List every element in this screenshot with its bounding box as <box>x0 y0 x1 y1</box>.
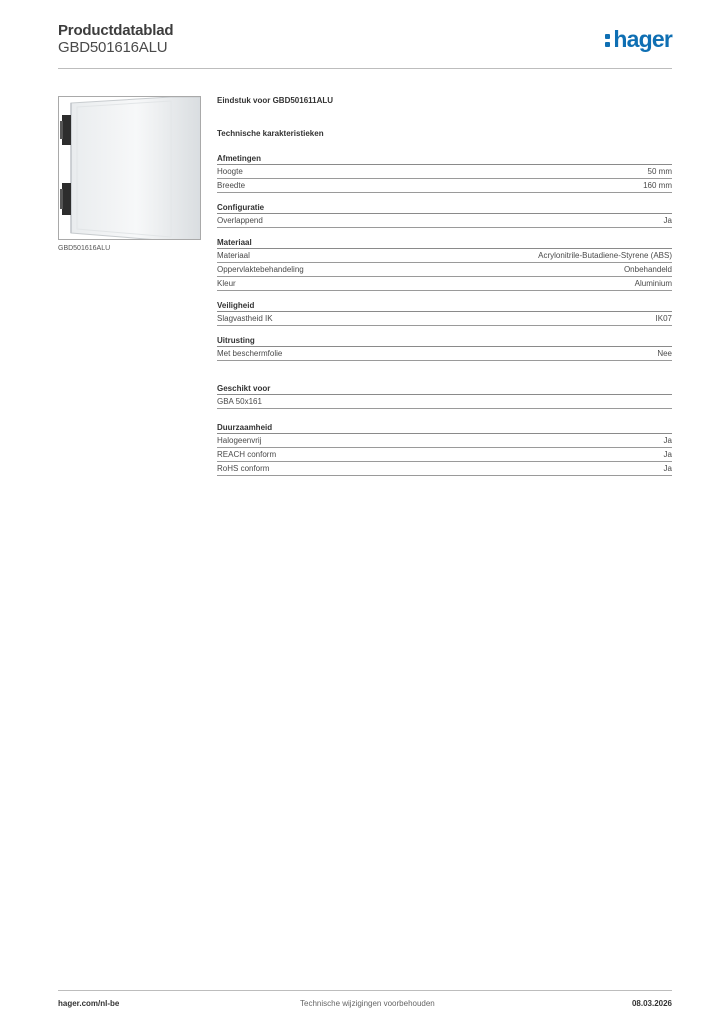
spec-label: Met beschermfolie <box>217 349 283 358</box>
spec-row <box>217 165 672 179</box>
spec-label: Breedte <box>217 181 246 190</box>
section-veiligheid <box>217 301 672 326</box>
spec-row <box>217 462 672 476</box>
spec-row <box>217 249 672 263</box>
section-title: Materiaal <box>217 238 672 249</box>
section-duurzaamheid <box>217 423 672 476</box>
section-afmetingen <box>217 154 672 193</box>
spec-row <box>217 434 672 448</box>
product-code: GBD501616ALU <box>58 39 168 56</box>
header-divider <box>58 68 672 69</box>
image-caption: GBD501616ALU <box>58 245 111 252</box>
spec-value: Ja <box>663 216 672 225</box>
spec-label: Halogeenvrij <box>217 436 262 445</box>
section-title: Afmetingen <box>217 154 672 165</box>
logo-dots-icon <box>605 32 611 48</box>
spec-label: Kleur <box>217 279 236 288</box>
end-cap-illustration <box>59 97 201 240</box>
section-title: Geschikt voor <box>217 384 672 395</box>
product-description: Eindstuk voor GBD501611ALU <box>217 96 334 105</box>
section-title: Veiligheid <box>217 301 672 312</box>
section-configuratie <box>217 203 672 228</box>
spec-row <box>217 214 672 228</box>
spec-row <box>217 277 672 291</box>
page-header <box>58 22 672 70</box>
section-title: Configuratie <box>217 203 672 214</box>
spec-row <box>217 179 672 193</box>
footer-divider <box>58 990 672 991</box>
spec-content <box>217 96 672 476</box>
section-title: Duurzaamheid <box>217 423 672 434</box>
section-geschikt-voor <box>217 384 672 409</box>
hager-logo <box>605 26 672 53</box>
spec-value: 160 mm <box>643 181 672 190</box>
spec-value: Ja <box>663 464 672 473</box>
spec-label: Materiaal <box>217 251 250 260</box>
spec-value: 50 mm <box>647 167 672 176</box>
footer-date: 08.03.2026 <box>631 999 672 1008</box>
spec-row <box>217 263 672 277</box>
spec-label: Hoogte <box>217 167 243 176</box>
spec-value: Onbehandeld <box>623 265 672 274</box>
spec-value: Acrylonitrile-Butadiene-Styrene (ABS) <box>538 251 672 260</box>
section-uitrusting <box>217 336 672 361</box>
spec-row <box>217 347 672 361</box>
spec-value: Ja <box>663 450 672 459</box>
spec-label: GBA 50x161 <box>217 397 262 406</box>
logo-text: hager <box>613 26 672 52</box>
footer-website-link[interactable]: hager.com/nl-be <box>58 999 120 1008</box>
tech-heading: Technische karakteristieken <box>217 129 324 138</box>
spec-label: RoHS conform <box>217 464 270 473</box>
spec-row <box>217 448 672 462</box>
spec-value: Ja <box>663 436 672 445</box>
section-title: Uitrusting <box>217 336 672 347</box>
spec-label: Overlappend <box>217 216 263 225</box>
spec-label: Slagvastheid IK <box>217 314 273 323</box>
spec-value: IK07 <box>655 314 672 323</box>
page-title: Productdatablad <box>58 22 174 39</box>
footer-notice: Technische wijzigingen voorbehouden <box>300 999 435 1008</box>
section-materiaal <box>217 238 672 291</box>
product-image <box>58 96 201 240</box>
spec-value: Aluminium <box>634 279 672 288</box>
spec-row <box>217 395 672 409</box>
spec-value: Nee <box>657 349 672 358</box>
spec-row <box>217 312 672 326</box>
spec-label: Oppervlaktebehandeling <box>217 265 304 274</box>
spec-label: REACH conform <box>217 450 277 459</box>
